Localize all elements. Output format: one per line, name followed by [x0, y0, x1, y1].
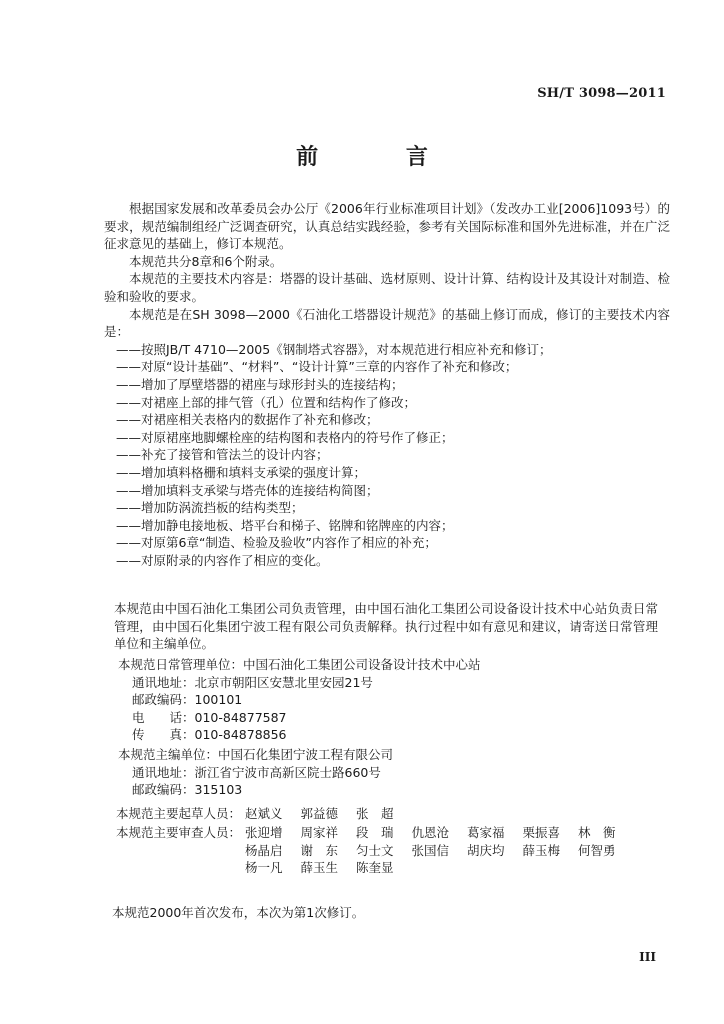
chief-unit-label: 本规范主编单位： [118, 747, 219, 762]
reviewer-name: 杨晶启 [245, 842, 283, 858]
postcode-value: 315103 [194, 782, 243, 798]
reviewer-name: 薛玉生 [300, 860, 339, 876]
drafter-name: 郭益德 [300, 806, 339, 821]
reviewer-name: 胡庆均 [467, 842, 505, 858]
reviewer-name: 葛家福 [467, 825, 505, 840]
postcode-label: 邮政编码： [132, 782, 195, 798]
reviewer-name: 薛玉梅 [522, 842, 561, 858]
reviewer-name: 何智勇 [578, 842, 616, 858]
reviewer-name: 周家祥 [300, 825, 339, 840]
paragraph-content: 本规范的主要技术内容是：塔器的设计基础、选材原则、设计计算、结构设计及其设计对制造、检验和验收的要求。 [104, 271, 670, 304]
page-number: III [639, 950, 656, 964]
reviewer-name: 杨一凡 [245, 860, 283, 876]
reviewer-name: 匀士文 [356, 842, 394, 858]
reviewers-label: 本规范主要审查人员： [116, 825, 242, 840]
address-value: 浙江省宁波市高新区院士路660号 [194, 764, 381, 780]
management-text: 本规范由中国石油化工集团公司负责管理，由中国石油化工集团公司设备设计技术中心站负责日常管理，由中国石化集团宁波工程有限公司负责解释。执行过程中如有意见和建议，请寄送日常管理单位和主编单位。 [114, 601, 658, 652]
fax-value: 010-84878856 [194, 727, 287, 743]
reviewer-name: 栗振喜 [522, 825, 561, 840]
phone-label: 电 话： [132, 709, 195, 725]
list-item: ——补充了接管和管法兰的设计内容； [116, 447, 329, 463]
revision-note: 本规范2000年首次发布，本次为第1次修订。 [112, 905, 365, 920]
postcode-value: 100101 [194, 692, 243, 708]
chief-unit-name: 中国石化集团宁波工程有限公司 [218, 747, 394, 762]
drafters-names [245, 805, 408, 823]
changes-list [104, 341, 670, 570]
reviewer-name: 仇恩沧 [411, 825, 450, 840]
list-item: ——对裙座上部的排气管（孔）位置和结构作了修改； [116, 394, 417, 410]
reviewers-names [245, 824, 665, 877]
management-paragraph [114, 600, 658, 653]
list-item: ——增加填料支承梁与塔壳体的连接结构简图； [116, 482, 379, 498]
address-value: 北京市朝阳区安慧北里安园21号 [194, 674, 373, 690]
address-label: 通讯地址： [132, 674, 195, 690]
paragraph-structure: 本规范共分8章和6个附录。 [129, 253, 283, 269]
daily-unit-label: 本规范日常管理单位： [118, 657, 244, 672]
address-label: 通讯地址： [132, 764, 195, 780]
drafter-name: 张 超 [356, 806, 394, 821]
phone-value: 010-84877587 [194, 709, 287, 725]
list-item: ——对原附录的内容作了相应的变化。 [116, 552, 329, 568]
list-item: ——增加填料格栅和填料支承梁的强度计算； [116, 464, 367, 480]
chief-editor-unit [118, 746, 698, 799]
paragraph-revision: 本规范是在SH 3098—2000《石油化工塔器设计规范》的基础上修订而成，修订的主要技术内容是： [104, 306, 670, 340]
paragraph-background: 根据国家发展和改革委员会办公厅《2006年行业标准项目计划》（发改办工业[2006]1093号）的要求，规范编制组经广泛调查研究，认真总结实践经验，参考有关国际标准和国外先进标准，并在广泛征求意见的基础上，修订本规范。 [104, 201, 670, 252]
reviewer-name: 陈奎显 [356, 860, 394, 876]
list-item: ——对原裙座地脚螺栓座的结构图和表格内的符号作了修正； [116, 429, 454, 445]
page-title: 前 言 [296, 144, 468, 170]
drafters-row [116, 805, 696, 823]
list-item: ——对裙座相关表格内的数据作了补充和修改； [116, 412, 379, 428]
reviewer-name: 段 瑞 [356, 825, 394, 840]
list-item: ——增加了厚壁塔器的裙座与球形封头的连接结构； [116, 376, 404, 392]
daily-management-unit [118, 656, 698, 744]
foreword-body [104, 200, 670, 569]
drafter-name: 赵斌义 [245, 806, 283, 821]
list-item: ——增加静电接地板、塔平台和梯子、铭牌和铭牌座的内容； [116, 517, 454, 533]
reviewer-name: 张国信 [411, 842, 450, 858]
reviewer-name: 张迎增 [245, 825, 283, 840]
fax-label: 传 真： [132, 727, 195, 743]
standard-code: SH/T 3098—2011 [537, 86, 666, 101]
reviewer-name: 谢 东 [300, 842, 339, 858]
postcode-label: 邮政编码： [132, 692, 195, 708]
drafters-label: 本规范主要起草人员： [116, 806, 242, 821]
reviewers-row [116, 824, 696, 877]
list-item: ——增加防涡流挡板的结构类型； [116, 500, 304, 516]
daily-unit-name: 中国石油化工集团公司设备设计技术中心站 [243, 657, 481, 672]
reviewer-name: 林 衡 [578, 825, 616, 840]
list-item: ——对原第6章“制造、检验及验收”内容作了相应的补充； [116, 535, 437, 551]
list-item: ——按照JB/T 4710—2005《钢制塔式容器》，对本规范进行相应补充和修订； [116, 341, 552, 357]
list-item: ——对原“设计基础”、“材料”、“设计计算”三章的内容作了补充和修改； [116, 359, 518, 375]
